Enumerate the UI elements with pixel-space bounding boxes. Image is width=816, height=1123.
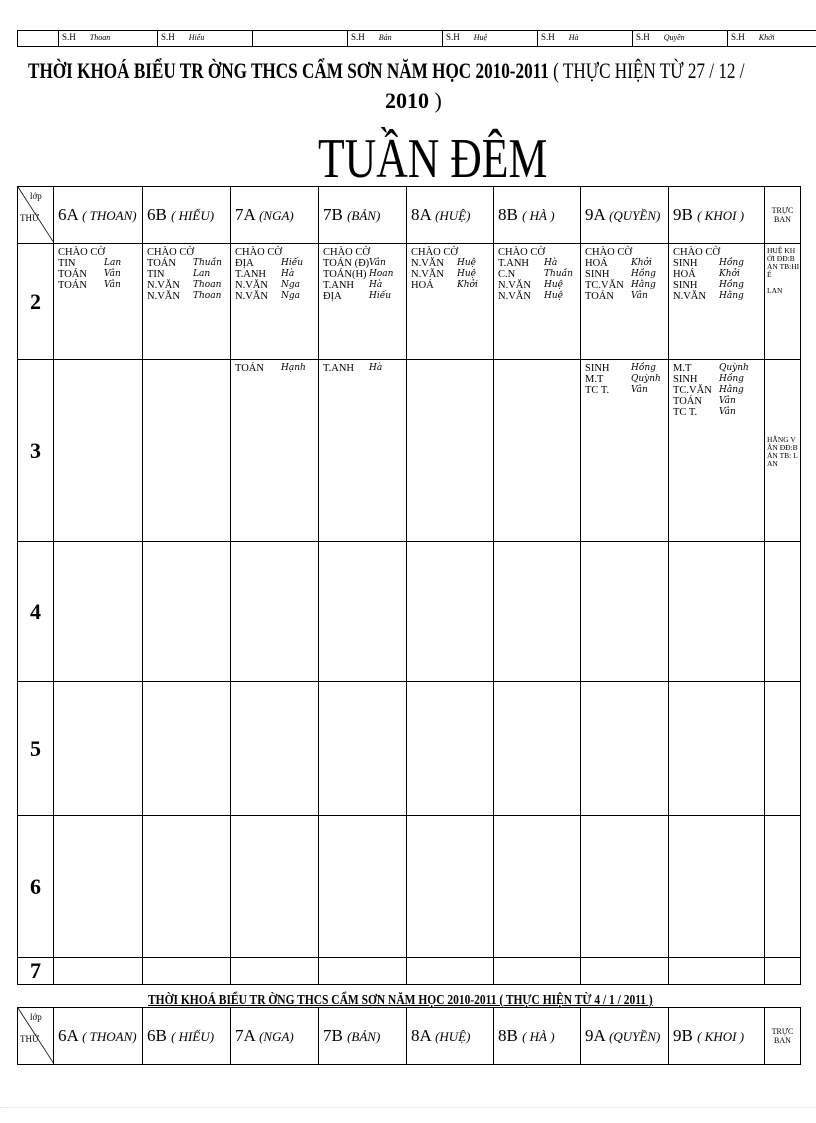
- lesson: [147, 269, 230, 280]
- top-strip: [17, 30, 816, 47]
- teacher-signature: Hà: [369, 363, 383, 373]
- lesson-cell: [407, 816, 494, 958]
- teacher-signature: Quỳnh: [719, 363, 749, 373]
- class-code: 9A: [585, 205, 605, 224]
- subject: TOÁN(H): [323, 269, 367, 280]
- timetable: [17, 186, 801, 985]
- teacher-signature: Hằng: [631, 280, 656, 290]
- strip-cell: [59, 31, 158, 47]
- lesson-cell: [407, 360, 494, 542]
- subject: N.VĂN: [673, 291, 706, 302]
- lesson-cell: [494, 360, 581, 542]
- lesson-cell: [494, 244, 581, 360]
- day-row: [18, 244, 801, 360]
- lesson-cell: [143, 244, 231, 360]
- lesson: [673, 363, 764, 374]
- schedule-title-year: 2010 ): [385, 88, 442, 113]
- class-code: 8A: [411, 205, 431, 224]
- timetable-2: [17, 1007, 801, 1065]
- class-teacher: (BẢN): [347, 208, 381, 223]
- subject: TIN: [58, 258, 76, 269]
- class-teacher: ( HIẾU): [171, 208, 215, 223]
- lesson: [585, 374, 668, 385]
- class-teacher: (QUYỀN): [609, 1029, 661, 1044]
- class-header: [669, 1008, 765, 1065]
- strip-label: S.H: [636, 32, 650, 42]
- teacher-signature: Hà: [281, 269, 295, 279]
- strip-cell: [348, 31, 443, 47]
- teacher-signature: Hà: [369, 280, 383, 290]
- class-code: 6B: [147, 1026, 167, 1045]
- subject: CHÀO CỜ: [58, 247, 105, 258]
- teacher-signature: Lan: [104, 258, 122, 268]
- lesson: [585, 363, 668, 374]
- lesson-cell: [319, 682, 407, 816]
- subject: TOÁN: [235, 363, 264, 374]
- lesson-cell: [669, 244, 765, 360]
- day-number: 7: [18, 958, 54, 985]
- subject: ĐỊA: [323, 291, 342, 302]
- subject: N.VĂN: [411, 258, 444, 269]
- class-teacher: ( HÀ ): [522, 208, 555, 223]
- lesson-cell: [231, 682, 319, 816]
- teacher-signature: Vân: [104, 269, 121, 279]
- class-code: 7B: [323, 205, 343, 224]
- teacher-signature: Thuần: [544, 269, 573, 279]
- duty-cell: [765, 682, 801, 816]
- lesson: [585, 269, 668, 280]
- strip-cell: [158, 31, 253, 47]
- day-row: [18, 542, 801, 682]
- lesson: [235, 363, 318, 374]
- lesson-cell: [581, 682, 669, 816]
- class-header: [669, 187, 765, 244]
- lesson-cell: [494, 958, 581, 985]
- teacher-signature: Hằng: [719, 385, 744, 395]
- lesson-cell: [581, 958, 669, 985]
- class-code: 9B: [673, 1026, 693, 1045]
- class-code: 6A: [58, 205, 78, 224]
- teacher-signature: Vân: [369, 258, 386, 268]
- lesson-cell: [407, 682, 494, 816]
- subject: TC T.: [585, 385, 610, 396]
- lesson: [498, 247, 580, 258]
- day-number: 5: [18, 682, 54, 816]
- lesson-cell: [143, 360, 231, 542]
- lesson-cell: [231, 360, 319, 542]
- teacher-signature: Khởi: [631, 258, 652, 268]
- teacher-signature: Hồng: [631, 269, 656, 279]
- day-number: 3: [18, 360, 54, 542]
- teacher-signature: Hồng: [719, 374, 744, 384]
- subject: TOÁN: [585, 291, 614, 302]
- class-code: 8A: [411, 1026, 431, 1045]
- lesson: [323, 291, 406, 302]
- corner-class-label: lớp: [30, 1012, 42, 1022]
- teacher-signature: Hiếu: [281, 258, 304, 268]
- subject: N.VĂN: [411, 269, 444, 280]
- teacher-signature: Vân: [719, 407, 736, 417]
- lesson-cell: [494, 816, 581, 958]
- corner-cell: [18, 1008, 54, 1065]
- teacher-signature: Hằng: [719, 291, 744, 301]
- subject: CHÀO CỜ: [673, 247, 720, 258]
- subject: M.T: [585, 374, 604, 385]
- lesson: [498, 269, 580, 280]
- strip-label: S.H: [731, 32, 745, 42]
- duty-cell: HUỆ KHỞI ĐĐ:BẢN TB:HIẾ LAN: [765, 244, 801, 360]
- class-teacher: (HUỆ): [435, 1029, 471, 1044]
- subject: HOÁ: [673, 269, 696, 280]
- lesson: [411, 258, 493, 269]
- class-header: [581, 187, 669, 244]
- teacher-signature: Huệ: [544, 280, 563, 290]
- lesson-cell: [319, 958, 407, 985]
- lesson-cell: [581, 816, 669, 958]
- class-code: 7A: [235, 1026, 255, 1045]
- subject: N.VĂN: [235, 291, 268, 302]
- lesson: [585, 247, 668, 258]
- duty-cell: [765, 542, 801, 682]
- strip-cell: [633, 31, 728, 47]
- lesson-cell: [407, 542, 494, 682]
- subject: CHÀO CỜ: [147, 247, 194, 258]
- lesson: [673, 247, 764, 258]
- lesson-cell: [581, 244, 669, 360]
- class-header: [581, 1008, 669, 1065]
- subject: N.VĂN: [147, 291, 180, 302]
- teacher-signature: Hồng: [631, 363, 656, 373]
- teacher-signature: Nga: [281, 291, 301, 301]
- subject: SINH: [673, 280, 698, 291]
- lesson-cell: [54, 360, 143, 542]
- class-teacher: (NGA): [259, 1029, 294, 1044]
- class-code: 7A: [235, 205, 255, 224]
- lesson-cell: [669, 816, 765, 958]
- day-row: [18, 816, 801, 958]
- lesson: [235, 280, 318, 291]
- subject: T.ANH: [323, 363, 355, 374]
- lesson: [673, 385, 764, 396]
- teacher-signature: Vân: [719, 396, 736, 406]
- day-row: [18, 958, 801, 985]
- subject: SINH: [673, 374, 698, 385]
- lesson: [147, 247, 230, 258]
- subject: HOÁ: [585, 258, 608, 269]
- subject: CHÀO CỜ: [323, 247, 370, 258]
- corner-day-label: THỨ: [20, 1034, 39, 1044]
- class-code: 9B: [673, 205, 693, 224]
- teacher-signature: Huệ: [544, 291, 563, 301]
- lesson: [498, 258, 580, 269]
- lesson: [673, 258, 764, 269]
- lesson: [58, 258, 142, 269]
- lesson: [673, 374, 764, 385]
- subject: TIN: [147, 269, 165, 280]
- lesson-cell: [669, 542, 765, 682]
- lesson: [147, 291, 230, 302]
- lesson-cell: [231, 542, 319, 682]
- class-header: [407, 1008, 494, 1065]
- subject: SINH: [585, 269, 610, 280]
- strip-cell: [538, 31, 633, 47]
- lesson: [673, 269, 764, 280]
- duty-header: TRỰC BAN: [765, 1008, 801, 1065]
- class-code: 7B: [323, 1026, 343, 1045]
- teacher-signature: Khởi: [457, 280, 478, 290]
- lesson-cell: [669, 360, 765, 542]
- lesson-cell: [319, 816, 407, 958]
- subject: HOÁ: [411, 280, 434, 291]
- strip-cell: [253, 31, 348, 47]
- lesson-cell: [494, 682, 581, 816]
- class-code: 8B: [498, 1026, 518, 1045]
- teacher-signature: Khởi: [719, 269, 740, 279]
- class-header: [54, 1008, 143, 1065]
- subject: CHÀO CỜ: [411, 247, 458, 258]
- lesson-cell: [669, 682, 765, 816]
- lesson-cell: [407, 958, 494, 985]
- class-header: [231, 1008, 319, 1065]
- strip-cell: [728, 31, 816, 47]
- subject: T.ANH: [323, 280, 355, 291]
- day-number: 2: [18, 244, 54, 360]
- class-code: 9A: [585, 1026, 605, 1045]
- subject: C.N: [498, 269, 516, 280]
- lesson: [411, 247, 493, 258]
- duty-cell: [765, 958, 801, 985]
- lesson-cell: [54, 682, 143, 816]
- lesson: [147, 280, 230, 291]
- lesson: [235, 258, 318, 269]
- subject: T.ANH: [498, 258, 530, 269]
- class-code: 6B: [147, 205, 167, 224]
- lesson: [673, 407, 764, 418]
- subject: CHÀO CỜ: [585, 247, 632, 258]
- lesson: [411, 280, 493, 291]
- subject: T.ANH: [235, 269, 267, 280]
- corner-class-label: lớp: [30, 191, 42, 201]
- subject: M.T: [673, 363, 692, 374]
- lesson: [235, 269, 318, 280]
- lesson-cell: [319, 244, 407, 360]
- lesson: [235, 291, 318, 302]
- strip-cell: [443, 31, 538, 47]
- schedule-title: THỜI KHOÁ BIỂU TR ỜNG THCS CẨM SƠN NĂM HỌC 2010-2011 ( THỰC HIỆN TỪ 27 / 12 /: [28, 58, 745, 83]
- class-header: [143, 187, 231, 244]
- strip-label: S.H: [351, 32, 365, 42]
- subject: N.VĂN: [147, 280, 180, 291]
- lesson: [498, 291, 580, 302]
- lesson: [323, 269, 406, 280]
- class-code: 6A: [58, 1026, 78, 1045]
- lesson-cell: [319, 360, 407, 542]
- teacher-signature: Hạnh: [281, 363, 306, 373]
- class-teacher: ( HÀ ): [522, 1029, 555, 1044]
- strip-label: S.H: [161, 32, 175, 42]
- lesson-cell: [669, 958, 765, 985]
- lesson: [323, 258, 406, 269]
- class-header: [54, 187, 143, 244]
- lesson: [673, 280, 764, 291]
- strip-label: S.H: [62, 32, 76, 42]
- lesson-cell: [143, 682, 231, 816]
- subject: N.VĂN: [498, 280, 531, 291]
- lesson: [585, 258, 668, 269]
- teacher-signature: Quỳnh: [631, 374, 661, 384]
- day-number: 6: [18, 816, 54, 958]
- teacher-signature: Vân: [631, 385, 648, 395]
- class-header: [143, 1008, 231, 1065]
- subject: TOÁN: [147, 258, 176, 269]
- teacher-signature: Thoan: [193, 280, 222, 290]
- day-row: [18, 360, 801, 542]
- day-row: [18, 682, 801, 816]
- subject: SINH: [585, 363, 610, 374]
- lesson: [323, 247, 406, 258]
- lesson: [411, 269, 493, 280]
- lesson-cell: [581, 542, 669, 682]
- teacher-signature: Hồng: [719, 280, 744, 290]
- lesson-cell: [54, 542, 143, 682]
- lesson-cell: [494, 542, 581, 682]
- duty-header: TRỰC BAN: [765, 187, 801, 244]
- lesson-cell: [143, 816, 231, 958]
- class-header: [319, 187, 407, 244]
- teacher-signature: Nga: [281, 280, 301, 290]
- lesson: [58, 247, 142, 258]
- class-teacher: ( KHOI ): [697, 1029, 745, 1044]
- strip-cell: [18, 31, 59, 47]
- subject: TC.VĂN: [585, 280, 624, 291]
- class-teacher: (BẢN): [347, 1029, 381, 1044]
- lesson: [673, 291, 764, 302]
- subject: N.VĂN: [498, 291, 531, 302]
- duty-cell: HẰNG VÂN ĐĐ:BẢN TB: LAN: [765, 360, 801, 542]
- lesson-cell: [231, 816, 319, 958]
- lesson-cell: [54, 244, 143, 360]
- strip-teacher: Bản: [378, 33, 392, 42]
- lesson: [673, 396, 764, 407]
- lesson-cell: [231, 958, 319, 985]
- class-code: 8B: [498, 205, 518, 224]
- class-header: [494, 1008, 581, 1065]
- subject: TC.VĂN: [673, 385, 712, 396]
- day-number: 4: [18, 542, 54, 682]
- class-header: [231, 187, 319, 244]
- lesson-cell: [407, 244, 494, 360]
- lesson: [147, 258, 230, 269]
- class-teacher: ( HIẾU): [171, 1029, 215, 1044]
- class-teacher: ( THOAN): [82, 208, 137, 223]
- strip-teacher: Thoan: [89, 33, 111, 42]
- lesson: [498, 280, 580, 291]
- subject: TOÁN: [58, 280, 87, 291]
- teacher-signature: Huệ: [457, 258, 476, 268]
- subject: N.VĂN: [235, 280, 268, 291]
- teacher-signature: Thuần: [193, 258, 222, 268]
- teacher-signature: Hiếu: [369, 291, 392, 301]
- subject: CHÀO CỜ: [498, 247, 545, 258]
- strip-teacher: Quyền: [663, 33, 685, 42]
- lesson-cell: [54, 958, 143, 985]
- strip-teacher: Hà: [568, 33, 579, 42]
- lesson: [585, 385, 668, 396]
- lesson-cell: [231, 244, 319, 360]
- subject: TOÁN: [58, 269, 87, 280]
- second-schedule-title: THỜI KHOÁ BIỂU TR ỜNG THCS CẨM SƠN NĂM HỌC 2010-2011 ( THỰC HIỆN TỪ 4 / 1 / 2011 ): [148, 993, 653, 1008]
- teacher-signature: Vân: [104, 280, 121, 290]
- strip-label: S.H: [541, 32, 555, 42]
- class-teacher: (NGA): [259, 208, 294, 223]
- lesson-cell: [54, 816, 143, 958]
- lesson-cell: [581, 360, 669, 542]
- class-header: [319, 1008, 407, 1065]
- class-header: [494, 187, 581, 244]
- strip-teacher: Huệ: [473, 33, 488, 42]
- teacher-signature: Hoan: [369, 269, 394, 279]
- class-header: [407, 187, 494, 244]
- strip-teacher: Hiếu: [188, 33, 205, 42]
- strip-teacher: Khởi: [758, 33, 775, 42]
- session-title: TUẦN ĐÊM: [318, 128, 548, 190]
- teacher-signature: Thoan: [193, 291, 222, 301]
- lesson-cell: [143, 958, 231, 985]
- lesson: [323, 363, 406, 374]
- class-teacher: ( KHOI ): [697, 208, 745, 223]
- lesson: [585, 280, 668, 291]
- strip-label: S.H: [446, 32, 460, 42]
- class-teacher: (HUỆ): [435, 208, 471, 223]
- lesson: [58, 269, 142, 280]
- subject: SINH: [673, 258, 698, 269]
- lesson: [58, 280, 142, 291]
- lesson: [323, 280, 406, 291]
- subject: ĐỊA: [235, 258, 254, 269]
- corner-cell: [18, 187, 54, 244]
- teacher-signature: Huệ: [457, 269, 476, 279]
- lesson: [235, 247, 318, 258]
- teacher-signature: Hà: [544, 258, 558, 268]
- subject: TOÁN (Đ): [323, 258, 370, 269]
- teacher-signature: Vân: [631, 291, 648, 301]
- class-teacher: ( THOAN): [82, 1029, 137, 1044]
- subject: TC T.: [673, 407, 698, 418]
- lesson: [585, 291, 668, 302]
- duty-cell: [765, 816, 801, 958]
- lesson-cell: [319, 542, 407, 682]
- page-divider: [0, 1107, 816, 1108]
- subject: TOÁN: [673, 396, 702, 407]
- corner-day-label: THỨ: [20, 213, 39, 223]
- subject: CHÀO CỜ: [235, 247, 282, 258]
- lesson-cell: [143, 542, 231, 682]
- class-teacher: (QUYỀN): [609, 208, 661, 223]
- teacher-signature: Lan: [193, 269, 211, 279]
- teacher-signature: Hồng: [719, 258, 744, 268]
